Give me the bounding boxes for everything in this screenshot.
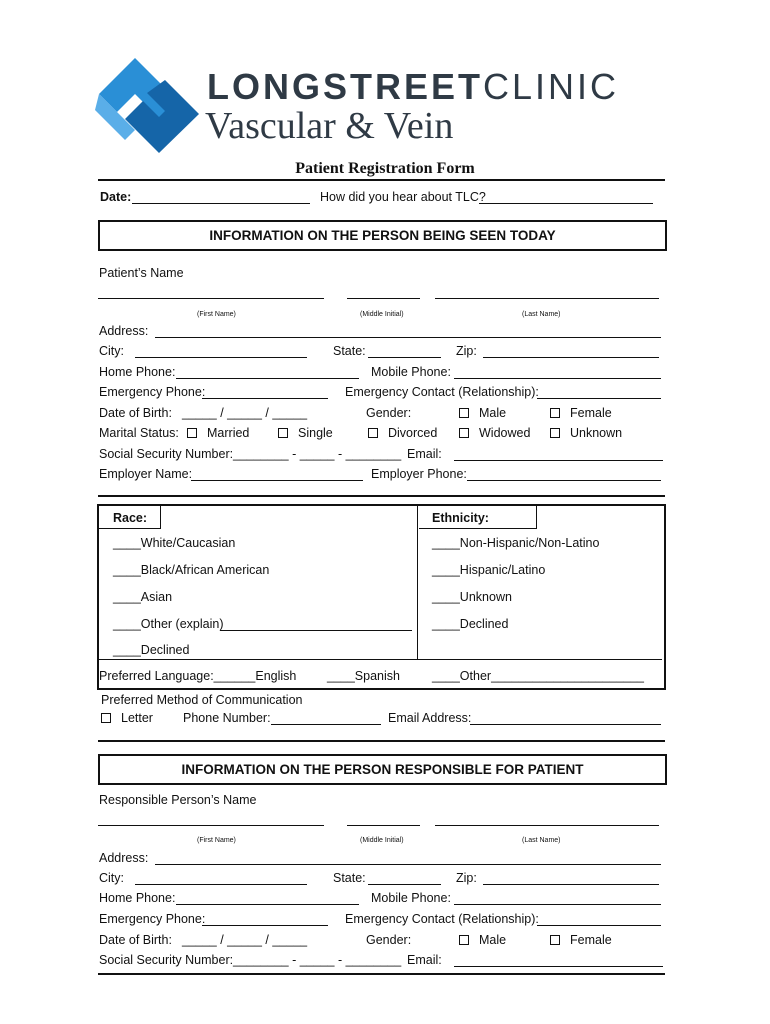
section2-header: INFORMATION ON THE PERSON RESPONSIBLE FOR PATIENT <box>98 754 667 785</box>
resp-address-field[interactable] <box>155 864 661 865</box>
ethnicity-option[interactable]: ____Declined <box>432 617 509 631</box>
resp-first-name-field[interactable] <box>98 825 324 826</box>
employer-name-label: Employer Name: <box>99 467 193 481</box>
marital-unknown[interactable]: Unknown <box>550 426 622 440</box>
heard-field[interactable] <box>479 203 653 204</box>
heard-label: How did you hear about TLC? <box>320 190 486 204</box>
address-field[interactable] <box>155 337 661 338</box>
resp-address-label: Address: <box>99 851 149 865</box>
checkbox-icon[interactable] <box>459 428 469 438</box>
communication-letter[interactable]: Letter <box>101 711 153 725</box>
first-name-field[interactable] <box>98 298 324 299</box>
emergency-contact-field[interactable] <box>537 398 661 399</box>
date-label: Date: <box>100 190 132 204</box>
checkbox-icon[interactable] <box>101 713 111 723</box>
language-row-divider <box>99 659 662 660</box>
communication-phone-field[interactable] <box>271 724 381 725</box>
race-explain-field[interactable] <box>220 630 412 631</box>
dob-label: Date of Birth: <box>99 406 172 420</box>
race-header: Race: <box>113 511 148 525</box>
language-spanish[interactable]: ____Spanish <box>327 669 400 683</box>
resp-zip-label: Zip: <box>456 871 477 885</box>
resp-ssn-label: Social Security Number: <box>99 953 234 967</box>
ethnicity-header: Ethnicity: <box>432 511 489 525</box>
resp-state-label: State: <box>333 871 366 885</box>
dob-field[interactable]: _____ / _____ / _____ <box>182 406 308 420</box>
middle-caption: (Middle Initial) <box>360 311 404 318</box>
resp-emergency-phone-field[interactable] <box>202 925 328 926</box>
marital-single[interactable]: Single <box>278 426 333 440</box>
logo-subtitle: Vascular & Vein <box>205 105 454 147</box>
mobile-phone-label: Mobile Phone: <box>371 365 451 379</box>
resp-dob-field[interactable]: _____ / _____ / _____ <box>182 933 308 947</box>
first-name-caption: (First Name) <box>197 311 236 318</box>
address-label: Address: <box>99 324 149 338</box>
language-other[interactable]: ____Other______________________ <box>432 669 645 683</box>
checkbox-icon[interactable] <box>550 428 560 438</box>
last-caption: (Last Name) <box>522 311 561 318</box>
resp-last-name-field[interactable] <box>435 825 659 826</box>
resp-mobile-phone-field[interactable] <box>454 904 661 905</box>
resp-emergency-contact-field[interactable] <box>537 925 661 926</box>
section1-header: INFORMATION ON THE PERSON BEING SEEN TODAY <box>98 220 667 251</box>
resp-gender-male[interactable]: Male <box>459 933 506 947</box>
checkbox-icon[interactable] <box>550 935 560 945</box>
resp-email-label: Email: <box>407 953 442 967</box>
resp-city-field[interactable] <box>135 884 307 885</box>
logo-clinic: CLINIC <box>483 66 620 107</box>
ethnicity-option[interactable]: ____Non-Hispanic/Non-Latino <box>432 536 600 550</box>
checkbox-icon[interactable] <box>550 408 560 418</box>
resp-gender-label: Gender: <box>366 933 412 947</box>
resp-zip-field[interactable] <box>483 884 659 885</box>
email-field[interactable] <box>454 460 663 461</box>
resp-emergency-phone-label: Emergency Phone: <box>99 912 206 926</box>
gender-label: Gender: <box>366 406 412 420</box>
race-option[interactable]: ____Black/African American <box>113 563 270 577</box>
resp-gender-female[interactable]: Female <box>550 933 612 947</box>
state-field[interactable] <box>368 357 441 358</box>
resp-city-label: City: <box>99 871 124 885</box>
emergency-contact-label: Emergency Contact (Relationship): <box>345 385 539 399</box>
form-title: Patient Registration Form <box>295 160 475 177</box>
ethnicity-option[interactable]: ____Hispanic/Latino <box>432 563 546 577</box>
resp-email-field[interactable] <box>454 966 663 967</box>
middle-caption: (Middle Initial) <box>360 837 404 844</box>
race-option[interactable]: ____White/Caucasian <box>113 536 236 550</box>
resp-middle-initial-field[interactable] <box>347 825 420 826</box>
race-option[interactable]: ____Asian <box>113 590 173 604</box>
middle-initial-field[interactable] <box>347 298 420 299</box>
logo-mark-icon <box>95 58 200 153</box>
logo-longstreet: LONGSTREET <box>207 66 484 107</box>
clinic-logo <box>95 58 655 153</box>
resp-ssn-field[interactable]: ________ - _____ - ________ <box>233 953 402 967</box>
language-english[interactable]: Preferred Language:______English <box>99 669 297 683</box>
ssn-label: Social Security Number: <box>99 447 234 461</box>
zip-field[interactable] <box>483 357 659 358</box>
resp-dob-label: Date of Birth: <box>99 933 172 947</box>
first-name-caption: (First Name) <box>197 837 236 844</box>
communication-phone-label: Phone Number: <box>183 711 271 725</box>
resp-home-phone-label: Home Phone: <box>99 891 176 905</box>
emergency-phone-label: Emergency Phone: <box>99 385 206 399</box>
communication-email-field[interactable] <box>470 724 661 725</box>
employer-name-field[interactable] <box>191 480 363 481</box>
resp-mobile-phone-label: Mobile Phone: <box>371 891 451 905</box>
communication-email-label: Email Address: <box>388 711 472 725</box>
checkbox-icon[interactable] <box>368 428 378 438</box>
date-field[interactable] <box>132 203 310 204</box>
city-field[interactable] <box>135 357 307 358</box>
marital-widowed[interactable]: Widowed <box>459 426 530 440</box>
responsible-name-label: Responsible Person’s Name <box>99 793 257 807</box>
race-ethnicity-box <box>97 504 666 690</box>
race-ethnicity-divider <box>417 506 418 659</box>
gender-male[interactable]: Male <box>459 406 506 420</box>
resp-home-phone-field[interactable] <box>176 904 359 905</box>
race-option[interactable]: ____Declined <box>113 643 190 657</box>
checkbox-icon[interactable] <box>459 935 469 945</box>
checkbox-icon[interactable] <box>278 428 288 438</box>
marital-divorced[interactable]: Divorced <box>368 426 437 440</box>
home-phone-label: Home Phone: <box>99 365 176 379</box>
marital-married[interactable]: Married <box>187 426 249 440</box>
zip-label: Zip: <box>456 344 477 358</box>
last-name-field[interactable] <box>435 298 659 299</box>
resp-emergency-contact-label: Emergency Contact (Relationship): <box>345 912 539 926</box>
last-caption: (Last Name) <box>522 837 561 844</box>
employer-phone-field[interactable] <box>467 480 661 481</box>
email-label: Email: <box>407 447 442 461</box>
checkbox-icon[interactable] <box>187 428 197 438</box>
gender-female[interactable]: Female <box>550 406 612 420</box>
communication-label: Preferred Method of Communication <box>101 693 303 707</box>
race-option[interactable]: ____Other (explain) <box>113 617 224 631</box>
resp-state-field[interactable] <box>368 884 441 885</box>
state-label: State: <box>333 344 366 358</box>
employer-phone-label: Employer Phone: <box>371 467 467 481</box>
ethnicity-option[interactable]: ____Unknown <box>432 590 512 604</box>
city-label: City: <box>99 344 124 358</box>
checkbox-icon[interactable] <box>459 408 469 418</box>
patient-name-label: Patient’s Name <box>99 266 184 280</box>
emergency-phone-field[interactable] <box>202 398 328 399</box>
mobile-phone-field[interactable] <box>454 378 661 379</box>
ssn-field[interactable]: ________ - _____ - ________ <box>233 447 402 461</box>
marital-label: Marital Status: <box>99 426 179 440</box>
home-phone-field[interactable] <box>176 378 359 379</box>
